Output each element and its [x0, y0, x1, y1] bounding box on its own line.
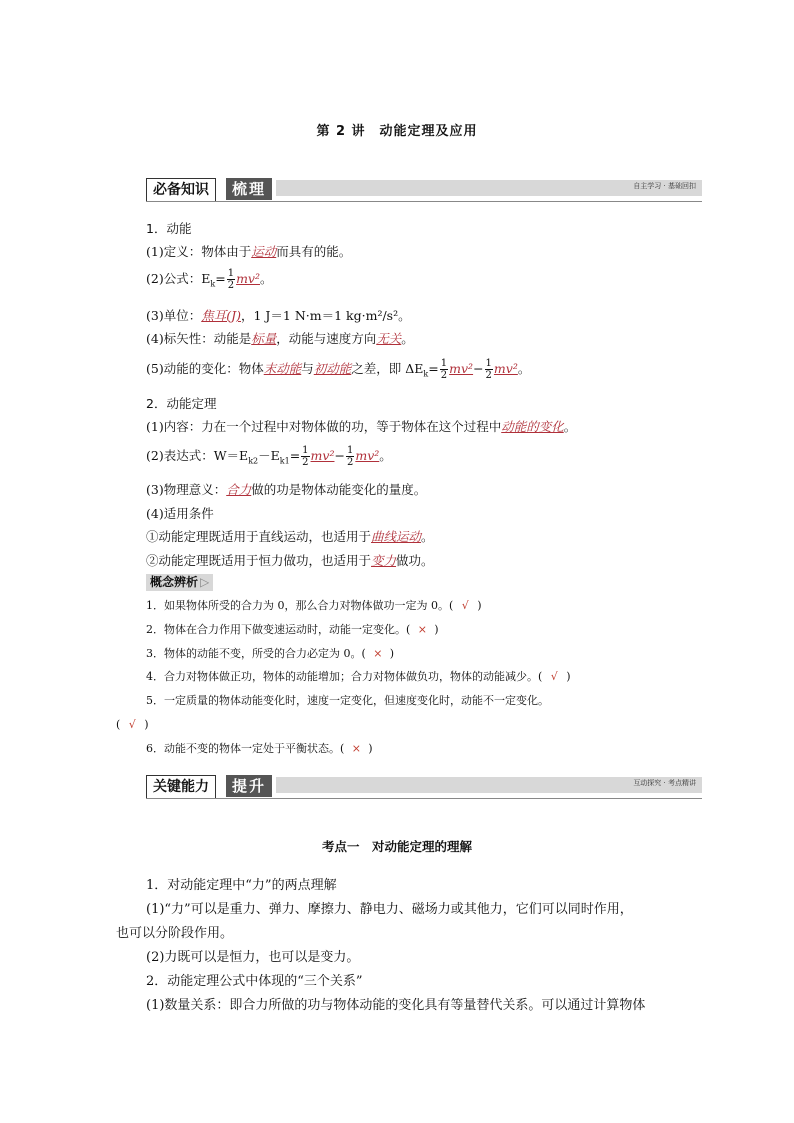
numerator: 1	[440, 358, 448, 369]
item-text: 6．动能不变的物体一定处于平衡状态。(	[146, 742, 345, 755]
content-line	[146, 418, 576, 436]
equals: =	[215, 271, 226, 286]
item-text: 2．物体在合力作用下做变速运动时，动能一定变化。(	[146, 623, 411, 636]
subscript: k	[423, 369, 429, 379]
numerator: 1	[485, 358, 492, 369]
banner-highlight: 梳理	[226, 178, 272, 200]
paren: )	[566, 670, 571, 683]
paragraph: (2)力既可以是恒力，也可以是变力。	[146, 950, 360, 965]
numerator: 1	[227, 268, 235, 279]
concept-item	[146, 692, 549, 710]
denominator: 2	[302, 457, 309, 468]
text: 与	[301, 361, 314, 376]
answer-mark: √	[550, 670, 558, 683]
text: 做的功是物体动能变化的量度。	[251, 482, 427, 497]
paren: (	[116, 718, 121, 731]
text: 。	[379, 448, 392, 463]
denominator: 2	[485, 370, 492, 381]
minus: −	[473, 361, 484, 376]
text: (1)定义：物体由于	[146, 244, 252, 259]
answer-fill: 标量	[251, 331, 277, 346]
answer-fill: 无关	[376, 331, 402, 346]
concept-item	[146, 645, 394, 663]
paren: )	[434, 623, 439, 636]
text: (5)动能的变化：物体	[146, 361, 264, 376]
heading-kinetic-energy: 1．动能	[146, 221, 192, 236]
concept-item	[146, 740, 373, 758]
paren: )	[368, 742, 373, 755]
answer-fill: 动能的变化	[501, 419, 564, 434]
answer-fill: mv²	[236, 271, 260, 286]
page-title	[0, 120, 794, 139]
equals: =	[428, 361, 439, 376]
text: 。	[563, 419, 577, 434]
fraction	[301, 445, 309, 468]
answer-fill: 初动能	[313, 361, 352, 376]
item-text: 1．如果物体所受的合力为 0，那么合力对物体做功一定为 0。(	[146, 599, 454, 612]
paragraph: 也可以分阶段作用。	[116, 926, 234, 941]
paragraph: 2．动能定理公式中体现的“三个关系”	[146, 974, 363, 989]
text: 。	[260, 271, 273, 286]
banner-label: 必备知识	[146, 178, 216, 202]
answer-mark: ×	[417, 623, 427, 636]
answer-fill: mv²	[310, 448, 335, 463]
answer-mark: √	[461, 599, 469, 612]
text: 。	[401, 331, 414, 346]
heading-theorem: 2．动能定理	[146, 396, 217, 411]
text: 做功。	[396, 553, 434, 568]
item-text: 5．一定质量的物体动能变化时，速度一定变化，但速度变化时，动能不一定变化。	[146, 694, 549, 707]
answer-mark: ×	[351, 742, 361, 755]
answer-fill: 焦耳(J)	[201, 308, 241, 323]
denominator: 2	[440, 370, 448, 381]
answer-mark: √	[128, 718, 136, 731]
paragraph: (1)“力”可以是重力、弹力、摩擦力、静电力、磁场力或其他力，它们可以同时作用，	[146, 902, 633, 917]
text: (2)表达式：W＝E	[146, 448, 249, 463]
triangle-icon: ▷	[200, 575, 210, 589]
concept-tag	[146, 574, 213, 591]
text: ②动能定理既适用于恒力做功，也适用于	[146, 553, 372, 568]
text: 之差，即 ΔE	[351, 361, 424, 376]
paragraph: (1)数量关系：即合力所做的功与物体动能的变化具有等量替代关系。可以通过计算物体	[146, 998, 646, 1013]
text: －E	[258, 448, 280, 463]
text: (4)标矢性：动能是	[146, 331, 252, 346]
definition-line	[146, 243, 351, 261]
condition-1-line	[146, 528, 434, 546]
text: (3)单位：	[146, 308, 202, 323]
text: ①动能定理既适用于直线运动，也适用于	[146, 529, 372, 544]
item-text: 4．合力对物体做正功，物体的动能增加；合力对物体做负功，物体的动能减少。(	[146, 670, 543, 683]
change-line	[146, 358, 530, 384]
conditions-line: (4)适用条件	[146, 506, 214, 521]
point-title: 考点一 对动能定理的理解	[321, 839, 472, 854]
concept-item	[146, 597, 482, 615]
text: 。	[421, 529, 434, 544]
fraction	[227, 268, 235, 291]
concept-item	[146, 668, 571, 686]
minus: −	[334, 448, 345, 463]
formula-line	[146, 268, 273, 294]
subscript: k2	[248, 456, 259, 466]
lecture-number: 第 2 讲	[316, 124, 366, 139]
equals: =	[289, 448, 301, 463]
banner-underline	[146, 201, 702, 202]
paren: )	[144, 718, 149, 731]
answer-mark: ×	[373, 647, 383, 660]
text: ，动能与速度方向	[276, 331, 377, 346]
banner-highlight: 提升	[226, 775, 272, 797]
denominator: 2	[346, 457, 354, 468]
fraction	[346, 445, 354, 468]
section-banner-knowledge	[146, 178, 702, 202]
text: (1)内容：力在一个过程中对物体做的功，等于物体在这个过程中	[146, 419, 502, 434]
denominator: 2	[227, 280, 235, 291]
meaning-line	[146, 481, 426, 499]
banner-subtitle: 自主学习 · 基础回扣	[633, 182, 696, 190]
concept-item	[146, 621, 439, 639]
answer-fill: 运动	[251, 244, 277, 259]
text: 。	[517, 361, 531, 376]
text: ，1 J＝1 N·m＝1 kg·m²/s²。	[240, 308, 411, 323]
paren: )	[389, 647, 395, 660]
answer-fill: mv²	[449, 361, 474, 376]
condition-2-line	[146, 552, 434, 570]
expression-line	[146, 445, 392, 471]
banner-subtitle: 互动探究 · 考点精讲	[633, 779, 696, 787]
unit-line	[146, 307, 411, 325]
banner-label: 关键能力	[146, 775, 216, 799]
section-banner-ability	[146, 775, 702, 799]
answer-fill: 合力	[226, 482, 252, 497]
paren: )	[477, 599, 482, 612]
answer-fill: mv²	[493, 361, 518, 376]
text: (2)公式：E	[146, 271, 211, 286]
subscript: k1	[279, 456, 290, 466]
answer-fill: 末动能	[263, 361, 302, 376]
numerator: 1	[302, 445, 309, 456]
concept-tag-label: 概念辨析	[150, 575, 199, 589]
text: (3)物理意义：	[146, 482, 227, 497]
subscript: k	[210, 279, 216, 289]
fraction	[485, 358, 493, 381]
numerator: 1	[346, 445, 354, 456]
paragraph: 1．对动能定理中“力”的两点理解	[146, 878, 337, 893]
answer-fill: mv²	[355, 448, 380, 463]
item-text: 3．物体的动能不变，所受的合力必定为 0。(	[146, 647, 366, 660]
banner-underline	[146, 798, 702, 799]
text: 而具有的能。	[276, 244, 352, 259]
answer-fill: 变力	[371, 553, 397, 568]
scalar-line	[146, 330, 414, 348]
answer-fill: 曲线运动	[371, 529, 422, 544]
concept-item-continuation	[116, 716, 149, 734]
lecture-topic: 动能定理及应用	[379, 124, 478, 139]
fraction	[440, 358, 448, 381]
